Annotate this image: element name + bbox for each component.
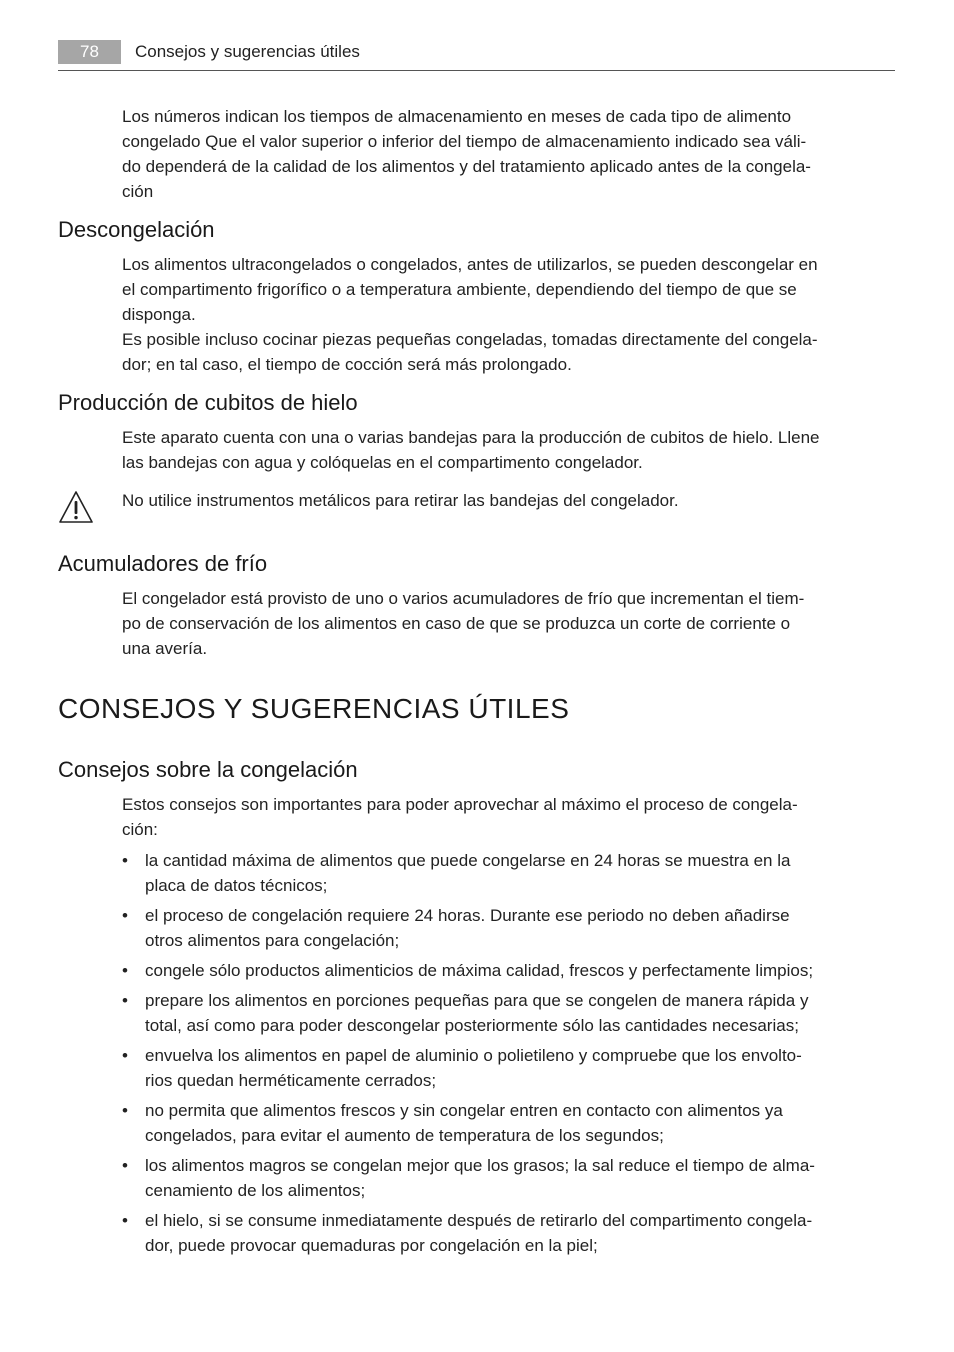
heading-acumuladores: Acumuladores de frío bbox=[58, 551, 268, 576]
descongelacion-paragraph bbox=[122, 252, 896, 377]
paragraph-line: po de conservación de los alimentos en caso de que se produzca un corte de corriente o bbox=[122, 614, 791, 633]
list-item bbox=[122, 1098, 896, 1148]
list-item-line: los alimentos magros se congelan mejor que los grasos; la sal reduce el tiempo de alma- bbox=[145, 1156, 815, 1175]
paragraph-line: Los alimentos ultracongelados o congelados, antes de utilizarlos, se pueden descongelar en bbox=[122, 255, 818, 274]
intro-line: congelado Que el valor superior o inferior del tiempo de almacenamiento indicado sea váli- bbox=[122, 132, 807, 151]
list-item bbox=[122, 1208, 896, 1258]
list-item-line: cenamiento de los alimentos; bbox=[145, 1181, 366, 1200]
paragraph-line: Este aparato cuenta con una o varias bandejas para la producción de cubitos de hielo. Llene bbox=[122, 428, 820, 447]
list-item-line: el proceso de congelación requiere 24 horas. Durante ese periodo no deben añadirse bbox=[145, 906, 790, 925]
heading-descongelacion: Descongelación bbox=[58, 217, 215, 242]
intro-line: do dependerá de la calidad de los alimentos y del tratamiento aplicado antes de la congela- bbox=[122, 157, 811, 176]
list-item-line: dor, puede provocar quemaduras por congelación en la piel; bbox=[145, 1236, 598, 1255]
running-title: Consejos y sugerencias útiles bbox=[135, 42, 360, 61]
list-item bbox=[122, 848, 896, 898]
list-item bbox=[122, 1043, 896, 1093]
list-item-line: rios quedan herméticamente cerrados; bbox=[145, 1071, 437, 1090]
paragraph-line: ción: bbox=[122, 820, 158, 839]
acumuladores-paragraph bbox=[122, 586, 896, 661]
cubitos-paragraph bbox=[122, 425, 896, 475]
list-item-line: envuelva los alimentos en papel de aluminio o polietileno y compruebe que los envolto- bbox=[145, 1046, 802, 1065]
list-item-line: la cantidad máxima de alimentos que puede congelarse en 24 horas se muestra en la bbox=[145, 851, 791, 870]
paragraph-line: disponga. bbox=[122, 305, 196, 324]
page-number: 78 bbox=[58, 40, 121, 64]
intro-line: Los números indican los tiempos de almacenamiento en meses de cada tipo de alimento bbox=[122, 107, 792, 126]
bullet-icon: • bbox=[122, 1101, 128, 1120]
heading-congelacion: Consejos sobre la congelación bbox=[58, 757, 358, 782]
list-item-line: no permita que alimentos frescos y sin congelar entren en contacto con alimentos ya bbox=[145, 1101, 783, 1120]
list-item bbox=[122, 988, 896, 1038]
bullet-icon: • bbox=[122, 991, 128, 1010]
heading-cubitos: Producción de cubitos de hielo bbox=[58, 390, 358, 415]
list-item-line: congele sólo productos alimenticios de máxima calidad, frescos y perfectamente limpios; bbox=[145, 961, 814, 980]
warning-text: No utilice instrumentos metálicos para retirar las bandejas del congelador. bbox=[122, 491, 679, 510]
bullet-icon: • bbox=[122, 1046, 128, 1065]
paragraph-line: el compartimento frigorífico o a temperatura ambiente, dependiendo del tiempo de que se bbox=[122, 280, 797, 299]
congelacion-intro bbox=[122, 792, 896, 842]
bullet-icon: • bbox=[122, 851, 128, 870]
list-item-line: placa de datos técnicos; bbox=[145, 876, 328, 895]
bullet-icon: • bbox=[122, 906, 128, 925]
list-item-line: total, así como para poder descongelar posteriormente sólo las cantidades necesarias; bbox=[145, 1016, 799, 1035]
section-title: CONSEJOS Y SUGERENCIAS ÚTILES bbox=[58, 693, 570, 724]
paragraph-line: Estos consejos son importantes para poder aprovechar al máximo el proceso de congela- bbox=[122, 795, 798, 814]
bullet-icon: • bbox=[122, 961, 128, 980]
paragraph-line: Es posible incluso cocinar piezas pequeñas congeladas, tomadas directamente del congela- bbox=[122, 330, 818, 349]
paragraph-line: dor; en tal caso, el tiempo de cocción será más prolongado. bbox=[122, 355, 572, 374]
list-item bbox=[122, 958, 896, 983]
tips-list bbox=[122, 848, 896, 1263]
warning-triangle-icon bbox=[58, 490, 94, 524]
paragraph-line: las bandejas con agua y colóquelas en el compartimento congelador. bbox=[122, 453, 643, 472]
list-item bbox=[122, 903, 896, 953]
list-item-line: otros alimentos para congelación; bbox=[145, 931, 400, 950]
list-item-line: prepare los alimentos en porciones pequeñas para que se congelen de manera rápida y bbox=[145, 991, 809, 1010]
bullet-icon: • bbox=[122, 1156, 128, 1175]
intro-line: ción bbox=[122, 182, 154, 201]
list-item-line: congelados, para evitar el aumento de temperatura de los segundos; bbox=[145, 1126, 664, 1145]
list-item bbox=[122, 1153, 896, 1203]
paragraph-line: El congelador está provisto de uno o varios acumuladores de frío que incrementan el tiem- bbox=[122, 589, 805, 608]
list-item-line: el hielo, si se consume inmediatamente después de retirarlo del compartimento congela- bbox=[145, 1211, 813, 1230]
paragraph-line: una avería. bbox=[122, 639, 208, 658]
page-header bbox=[58, 40, 895, 71]
bullet-icon: • bbox=[122, 1211, 128, 1230]
intro-paragraph bbox=[122, 104, 896, 204]
